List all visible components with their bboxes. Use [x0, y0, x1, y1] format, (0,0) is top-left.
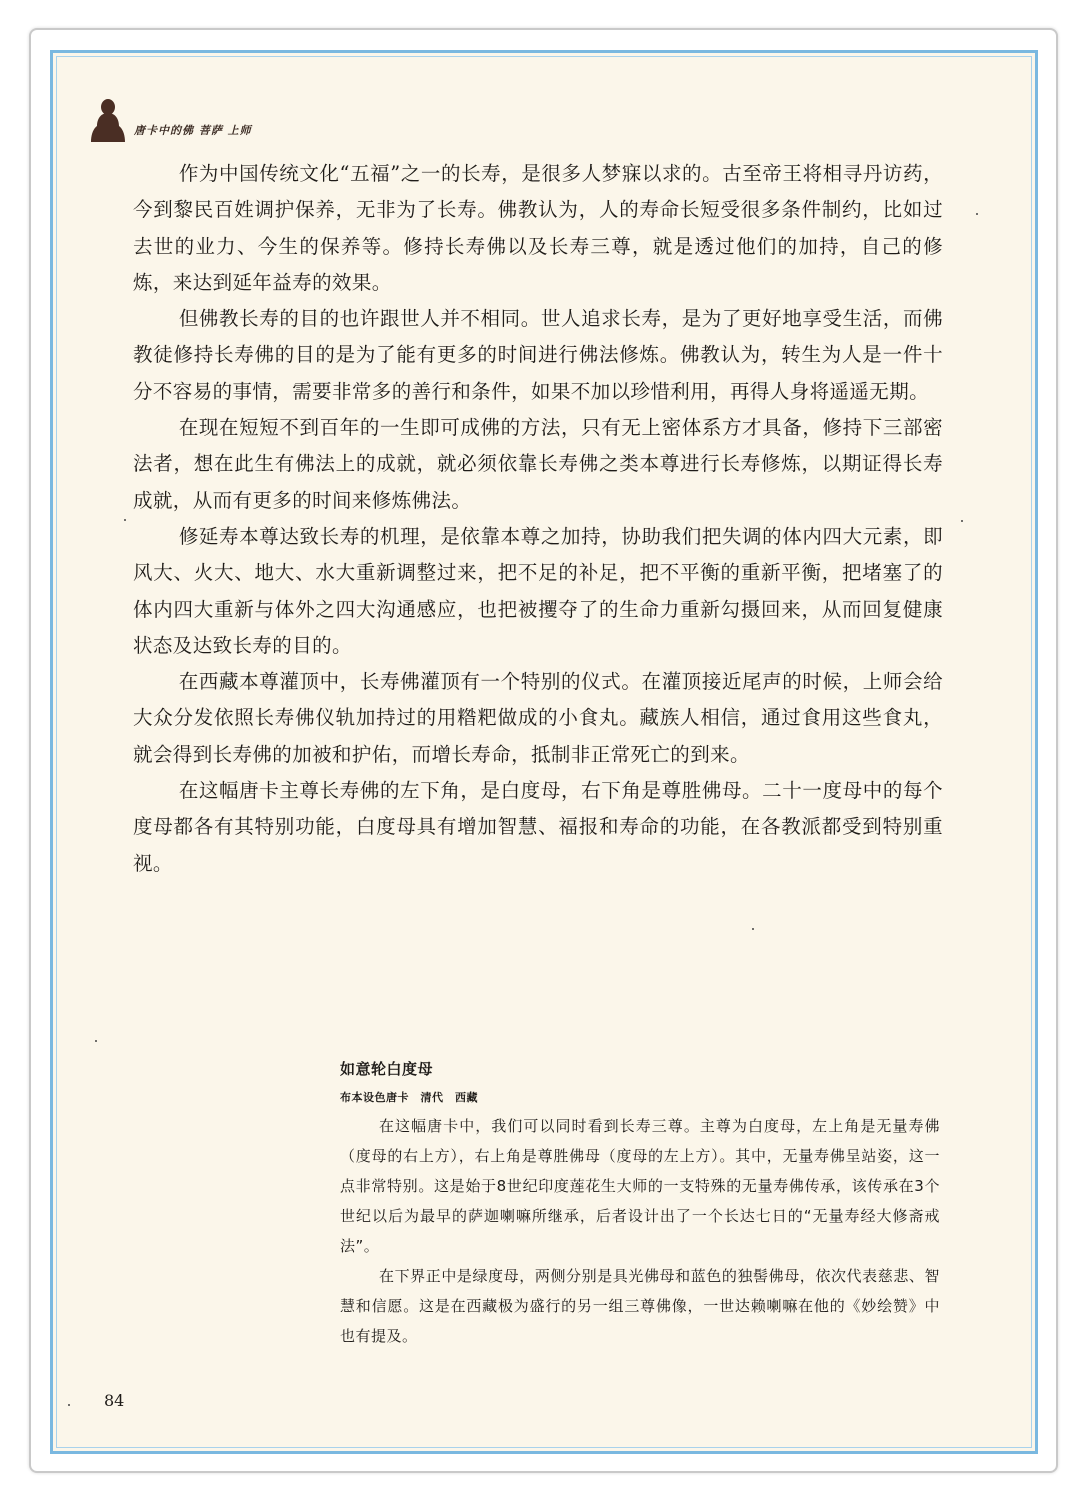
image-caption	[340, 1058, 940, 1351]
body-paragraph-3: 在现在短短不到百年的一生即可成佛的方法，只有无上密体系方才具备，修持下三部密法者，想在此生有佛法上的成就，就必须依靠长寿佛之类本尊进行长寿修炼，以期证得长寿成就，从而有更多的时间来修炼佛法。	[133, 416, 943, 512]
body-paragraph-5: 在西藏本尊灌顶中，长寿佛灌顶有一个特别的仪式。在灌顶接近尾声的时候，上师会给大众分发依照长寿佛仪轨加持过的用糌粑做成的小食丸。藏族人相信，通过食用这些食丸，就会得到长寿佛的加被和护佑，而增长寿命，抵制非正常死亡的到来。	[133, 670, 943, 766]
print-speck	[752, 928, 754, 930]
body-paragraph-2: 但佛教长寿的目的也许跟世人并不相同。世人追求长寿，是为了更好地享受生活，而佛教徒修持长寿佛的目的是为了能有更多的时间进行佛法修炼。佛教认为，转生为人是一件十分不容易的事情，需要非常多的善行和条件，如果不加以珍惜利用，再得人身将遥遥无期。	[133, 307, 943, 403]
print-speck	[976, 213, 978, 215]
caption-paragraph-1: 在这幅唐卡中，我们可以同时看到长寿三尊。主尊为白度母，左上角是无量寿佛（度母的右上方），右上角是尊胜佛母（度母的左上方）。其中，无量寿佛呈站姿，这一点非常特别。这是始于8世纪印度莲花生大师的一支特殊的无量寿佛传承，该传承在3个世纪以后为最早的萨迦喇嘛所继承，后者设计出了一个长达七日的“无量寿经大修斋戒法”。	[340, 1117, 940, 1255]
body-paragraph-1: 作为中国传统文化“五福”之一的长寿，是很多人梦寐以求的。古至帝王将相寻丹访药，今到黎民百姓调护保养，无非为了长寿。佛教认为，人的寿命长短受很多条件制约，比如过去世的业力、今生的保养等。修持长寿佛以及长寿三尊，就是透过他们的加持，自己的修炼，来达到延年益寿的效果。	[133, 162, 943, 294]
buddha-silhouette-icon	[88, 98, 128, 142]
body-paragraph-4: 修延寿本尊达致长寿的机理，是依靠本尊之加持，协助我们把失调的体内四大元素，即风大、火大、地大、水大重新调整过来，把不足的补足，把不平衡的重新平衡，把堵塞了的体内四大重新与体外之四大沟通感应，也把被攫夺了的生命力重新勾摄回来，从而回复健康状态及达致长寿的目的。	[133, 524, 943, 657]
running-head	[88, 98, 252, 142]
running-title: 唐卡中的佛 菩萨 上师	[134, 124, 252, 137]
print-speck	[124, 519, 126, 521]
caption-subtitle: 布本设色唐卡 清代 西藏	[340, 1091, 478, 1104]
body-paragraph-6: 在这幅唐卡主尊长寿佛的左下角，是白度母，右下角是尊胜佛母。二十一度母中的每个度母都各有其特别功能，白度母具有增加智慧、福报和寿命的功能，在各教派都受到特别重视。	[133, 779, 943, 875]
print-speck	[961, 520, 963, 522]
print-speck	[95, 1040, 97, 1042]
caption-body	[340, 1111, 940, 1351]
print-speck	[68, 1404, 70, 1406]
caption-paragraph-2: 在下界正中是绿度母，两侧分别是具光佛母和蓝色的独髻佛母，依次代表慈悲、智慧和信愿。这是在西藏极为盛行的另一组三尊佛像，一世达赖喇嘛在他的《妙绘赞》中也有提及。	[340, 1267, 940, 1345]
main-body-text	[133, 156, 943, 882]
caption-title: 如意轮白度母	[340, 1060, 434, 1078]
page-number: 84	[104, 1391, 125, 1410]
